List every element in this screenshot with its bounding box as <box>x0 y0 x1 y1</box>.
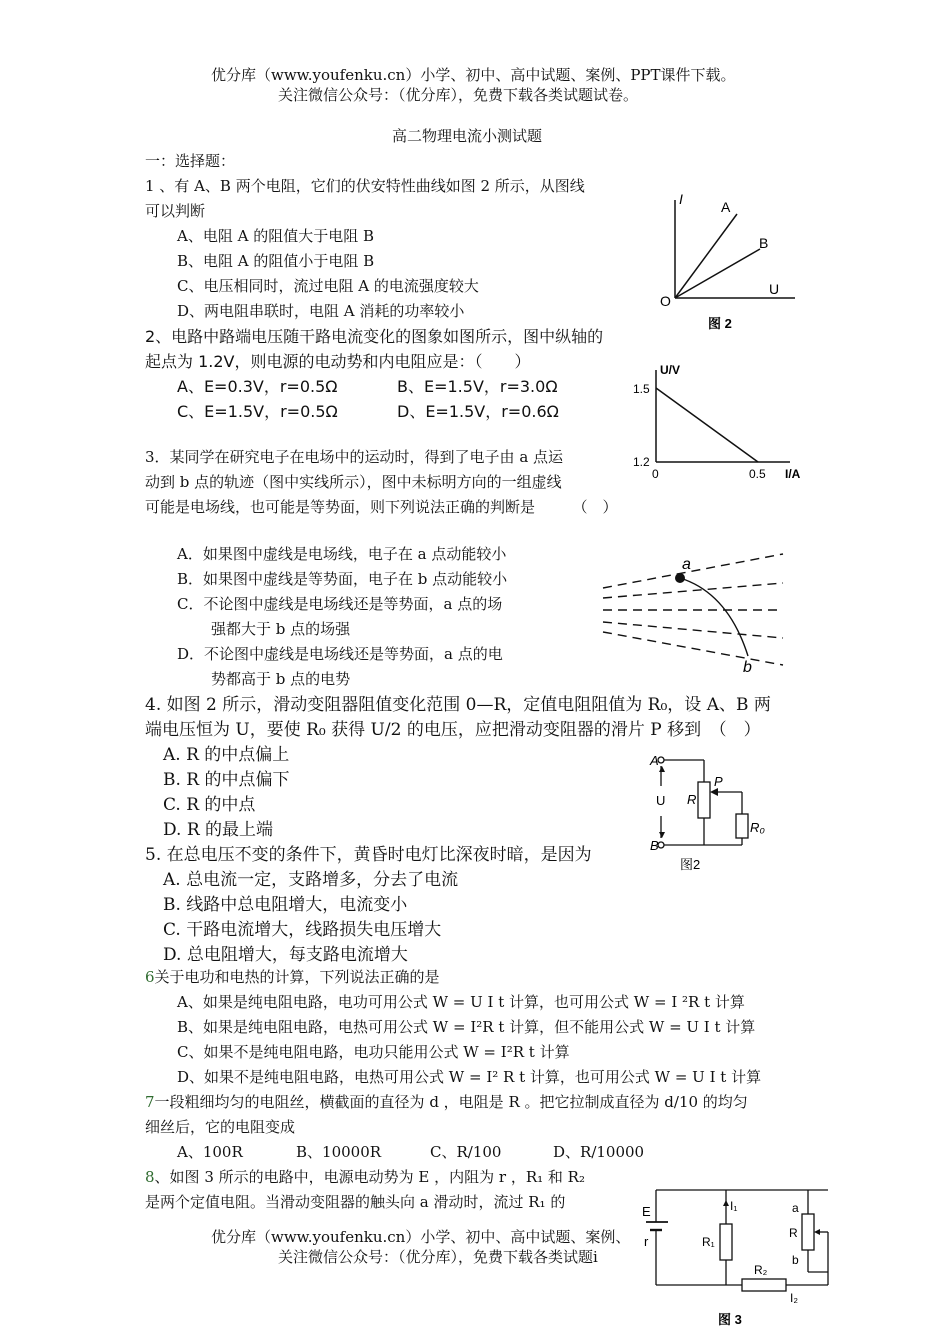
q2-y-top-tick: 1.5 <box>633 382 650 396</box>
q8-circuit-figure <box>638 1182 838 1332</box>
q2-stem-1: 2、电路中路端电压随干路电流变化的图象如图所示，图中纵轴的 <box>145 327 604 346</box>
q4-stem-1: 4. 如图 2 所示，滑动变阻器阻值变化范围 0—R，定值电阻阻值为 R₀，设 A、B 两 <box>145 695 771 715</box>
q3-option-d: D．不论图中虚线是电场线还是等势面，a 点的电 <box>177 645 503 663</box>
q4-terminal-a: A <box>650 753 659 768</box>
q4-slider-p: P <box>714 774 723 789</box>
header-line-2: 关注微信公众号：（优分库），免费下载各类试题试卷。 <box>278 86 639 104</box>
q6-number: 6 <box>145 968 155 986</box>
footer-line-2: 关注微信公众号：（优分库），免费下载各类试题i <box>278 1248 598 1266</box>
q2-x-end-tick: 0.5 <box>749 467 766 481</box>
q8-internal-r: r <box>644 1234 649 1249</box>
q2-stem-2: 起点为 1.2V，则电源的电动势和内电阻应是：（ ） <box>145 352 531 371</box>
q4-terminal-b: B <box>650 838 659 853</box>
q3-field-figure <box>598 548 788 678</box>
q1-line-a-label: A <box>721 199 731 215</box>
footer-line-1: 优分库（www.youfenku.cn）小学、初中、高中试题、案例、 <box>211 1228 631 1246</box>
q5-option-a: A. 总电流一定，支路增多，分去了电流 <box>163 870 459 890</box>
q8-current-i2: I₂ <box>790 1291 798 1305</box>
q5-stem: 5. 在总电压不变的条件下，黄昏时电灯比深夜时暗，是因为 <box>145 845 592 865</box>
q6-option-c: C、如果不是纯电阻电路，电功只能用公式 W = I²R t 计算 <box>177 1043 570 1061</box>
q1-option-b: B、电阻 A 的阻值小于电阻 B <box>177 252 375 270</box>
q4-option-d: D. R 的最上端 <box>163 820 274 840</box>
q2-y-start-tick: 1.2 <box>633 455 650 469</box>
q1-origin-label: O <box>660 293 671 309</box>
q6-option-a: A、如果是纯电阻电路，电功可用公式 W = U I t 计算，也可用公式 W = I ²R t 计算 <box>177 993 745 1011</box>
q7-option-a: A、100R <box>177 1143 243 1161</box>
q8-stem-2: 是两个定值电阻。当滑动变阻器的触头向 a 滑动时，流过 R₁ 的 <box>145 1193 566 1211</box>
q3-option-c-cont: 强都大于 b 点的场强 <box>211 620 351 638</box>
q1-option-d: D、两电阻串联时，电阻 A 消耗的功率较小 <box>177 302 465 320</box>
q4-option-b: B. R 的中点偏下 <box>163 770 290 790</box>
q3-option-c: C．不论图中虚线是电场线还是等势面，a 点的场 <box>177 595 503 613</box>
q2-ui-graph <box>630 362 810 484</box>
q2-x-axis-label: I/A <box>785 467 801 481</box>
q1-option-c: C、电压相同时，流过电阻 A 的电流强度较大 <box>177 277 479 295</box>
q4-option-c: C. R 的中点 <box>163 795 256 815</box>
q1-stem-2: 可以判断 <box>145 202 206 220</box>
q7-option-b: B、10000R <box>296 1143 382 1161</box>
q1-option-a: A、电阻 A 的阻值大于电阻 B <box>177 227 374 245</box>
q1-iu-graph <box>655 190 795 335</box>
q3-stem-1: 3．某同学在研究电子在电场中的运动时，得到了电子由 a 点运 <box>145 448 564 466</box>
q2-option-d: D、E=1.5V，r=0.6Ω <box>397 402 559 421</box>
q5-option-c: C. 干路电流增大，线路损失电压增大 <box>163 920 442 940</box>
page-title: 高二物理电流小测试题 <box>392 127 543 145</box>
q8-current-i1: I₁ <box>730 1199 738 1213</box>
q6-option-b: B、如果是纯电阻电路，电热可用公式 W = I²R t 计算，但不能用公式 W = U I t 计算 <box>177 1018 756 1036</box>
q8-resistor-r1: R₁ <box>702 1235 715 1249</box>
q1-x-axis-label: U <box>769 281 780 297</box>
q4-option-a: A. R 的中点偏上 <box>163 745 290 765</box>
q8-terminal-b: b <box>792 1253 799 1267</box>
q4-voltage-u: U <box>656 793 666 808</box>
q8-terminal-a: a <box>792 1201 799 1215</box>
q8-figure-caption: 图 3 <box>718 1312 742 1327</box>
q2-option-a: A、E=0.3V，r=0.5Ω <box>177 377 338 396</box>
q7-option-d: D、R/10000 <box>553 1143 645 1161</box>
q3-option-a: A．如果图中虚线是电场线，电子在 a 点动能较小 <box>177 545 507 563</box>
q4-figure-caption: 图2 <box>680 857 701 872</box>
q3-stem-3: 可能是电场线，也可能是等势面，则下列说法正确的判断是 （ ） <box>145 498 618 516</box>
header-line-1: 优分库（www.youfenku.cn）小学、初中、高中试题、案例、PPT课件下载。 <box>211 66 736 84</box>
q4-stem-2: 端电压恒为 U，要使 R₀ 获得 U/2 的电压，应把滑动变阻器的滑片 P 移到 （ ） <box>145 720 761 740</box>
q1-line-b-label: B <box>759 235 769 251</box>
q3-option-b: B．如果图中虚线是等势面，电子在 b 点动能较小 <box>177 570 508 588</box>
q8-number: 8 <box>145 1168 155 1186</box>
q8-resistor-r2: R₂ <box>754 1263 768 1277</box>
q3-point-b: b <box>743 659 752 676</box>
q5-option-d: D. 总电阻增大，每支路电流增大 <box>163 945 408 965</box>
q1-figure-caption: 图 2 <box>708 316 732 331</box>
q3-stem-2: 动到 b 点的轨迹（图中实线所示），图中未标明方向的一组虚线 <box>145 473 562 491</box>
q2-option-b: B、E=1.5V，r=3.0Ω <box>397 377 558 396</box>
q4-resistor-r0: R₀ <box>750 820 765 835</box>
q4-rheostat-r: R <box>687 792 697 807</box>
q5-option-b: B. 线路中总电阻增大，电流变小 <box>163 895 408 915</box>
q1-y-axis-label: I <box>679 191 683 207</box>
q3-point-a: a <box>682 556 691 573</box>
q2-y-axis-label: U/V <box>660 363 681 377</box>
q1-stem-1: 1 、有 A、B 两个电阻，它们的伏安特性曲线如图 2 所示，从图线 <box>145 177 585 195</box>
q6-option-d: D、如果不是纯电阻电路，电热可用公式 W = I² R t 计算，也可用公式 W = U I t 计算 <box>177 1068 762 1086</box>
q7-stem-1: 一段粗细均匀的电阻丝，横截面的直径为 d ，电阻是 R 。把它拉制成直径为 d/10 的均匀 <box>154 1093 748 1111</box>
q7-number: 7 <box>145 1093 155 1111</box>
q7-option-c: C、R/100 <box>430 1143 502 1161</box>
section-heading: 一：选择题： <box>145 152 236 170</box>
q2-x-zero-tick: 0 <box>652 467 659 481</box>
q4-circuit-figure <box>632 748 782 878</box>
q8-stem-1: 、如图 3 所示的电路中，电源电动势为 E ，内阻为 r ，R₁ 和 R₂ <box>154 1168 585 1186</box>
q3-option-d-cont: 势都高于 b 点的电势 <box>211 670 351 688</box>
q6-stem: 关于电功和电热的计算，下列说法正确的是 <box>154 968 440 986</box>
q8-rheostat-r: R <box>789 1226 798 1240</box>
q8-emf-e: E <box>642 1204 651 1219</box>
q2-option-c: C、E=1.5V，r=0.5Ω <box>177 402 338 421</box>
q7-stem-2: 细丝后，它的电阻变成 <box>145 1118 296 1136</box>
